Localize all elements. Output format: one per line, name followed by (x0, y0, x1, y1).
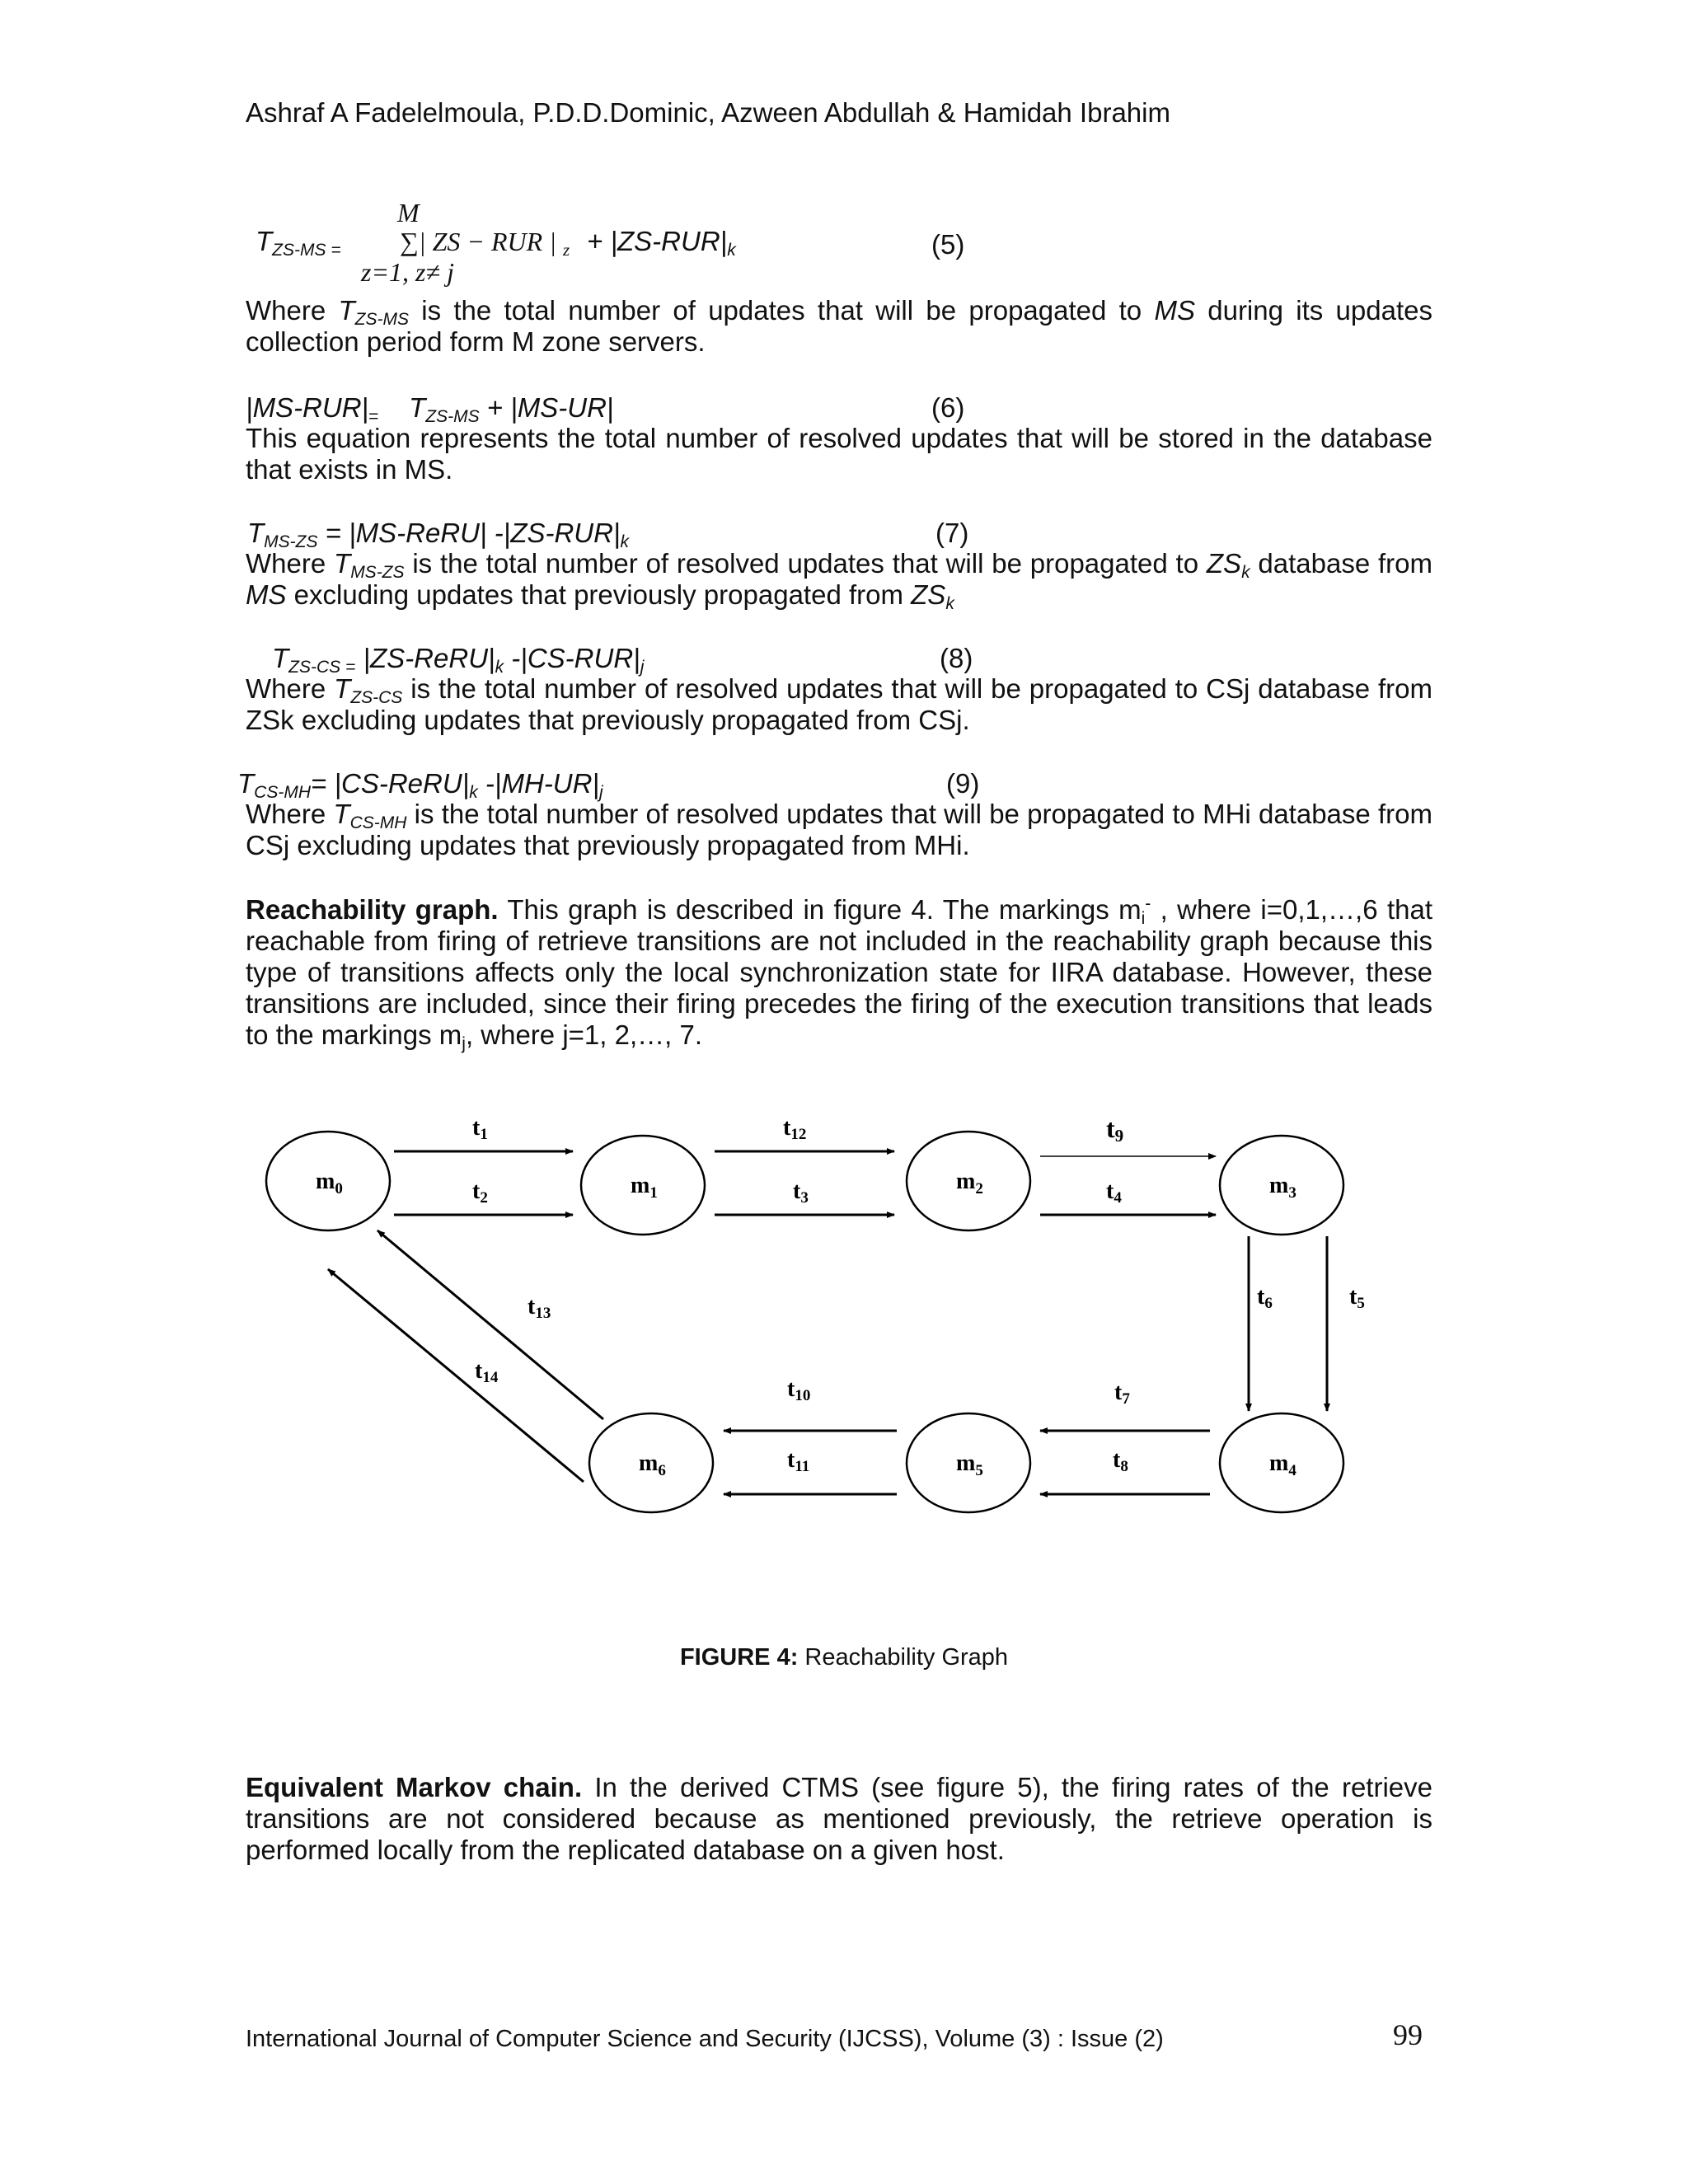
node-m0-label: $m_0$ (316, 1169, 343, 1197)
label-t3: t3 (793, 1179, 809, 1207)
figure-caption: FIGURE 4: Reachability Graph (679, 1644, 1009, 1671)
paragraph-reachability: Reachability graph. This graph is described in figure 4. The markings $m_i^-$ , where i=0,1,…,6 that reachable from firing of retrieve transitions are not included in the reachability graph because this type of transitions affects only the local synchronization state for IIRA database. However, these transitions are included, since their firing precedes the firing of the execution transitions that leads to the markings $m_j$, where j=1, 2,…, 7. (246, 894, 1432, 1053)
label-t4: t4 (1106, 1179, 1122, 1207)
eq6-number: (6) (931, 392, 965, 423)
sum-upper-limit: M (397, 198, 420, 227)
label-t13: t13 (528, 1294, 551, 1322)
equation-6: $|MS-RUR|_=$ $T_{ZS-MS} + |MS-UR|$ (246, 392, 614, 426)
label-t11: t11 (787, 1447, 810, 1475)
equation-5: M $T_{ZS-MS =}$ ∑| ZS − RUR | $_z$ + $|ZS-RUR|_k$ z=1, z≠ j (5) (256, 198, 965, 287)
running-header: Ashraf A Fadelelmoula, P.D.D.Dominic, Azween Abdullah & Hamidah Ibrahim (246, 97, 1170, 128)
paragraph-eq5: Where $T_{ZS-MS}$ is the total number of updates that will be propagated to MS during its updates collection period form M zone servers. (246, 295, 1432, 357)
node-m6-label: $m_6$ (639, 1451, 666, 1479)
node-m2-label: $m_2$ (956, 1169, 983, 1197)
eq8-number: (8) (940, 643, 973, 673)
equation-9: $T_{CS-MH}=$ $|CS-ReRU|_k$ $-|MH-UR|_j$ (237, 768, 603, 802)
label-t7: t7 (1114, 1380, 1130, 1408)
eq7-number: (7) (935, 518, 969, 548)
journal-footer: International Journal of Computer Science and Security (IJCSS), Volume (3) : Issue (2) (246, 2026, 1164, 2052)
eq9-number: (9) (946, 768, 980, 799)
eq5-plus-term: + |ZS-RUR| (587, 226, 728, 256)
paragraph-eq6: This equation represents the total number of resolved updates that will be stored in the database that exists in MS. (246, 423, 1432, 485)
reachability-graph (0, 1071, 1688, 1533)
label-t14: t14 (475, 1358, 499, 1386)
label-t8: t8 (1113, 1447, 1128, 1475)
eq5-lhs: T (256, 226, 273, 256)
equation-7: $T_{MS-ZS}$ = |MS-ReRU| $-|ZS-RUR|_k$ (247, 518, 630, 551)
eq5-number: (5) (931, 229, 965, 260)
label-t5: t5 (1349, 1284, 1365, 1312)
page-number: 99 (1393, 2018, 1423, 2051)
node-m5-label: $m_5$ (956, 1451, 983, 1479)
arc-t14 (328, 1269, 584, 1482)
paragraph-eq7: Where $T_{MS-ZS}$ is the total number of resolved updates that will be propagated to $ZS_k$ database from MS excluding updates that previously propagated from $ZS_k$ (246, 548, 1432, 613)
equation-8: $T_{ZS-CS =}$ $|ZS-ReRU|_k$ $-|CS-RUR|_j$ (272, 643, 645, 677)
paragraph-eq8: Where $T_{ZS-CS}$ is the total number of resolved updates that will be propagated to CSj database from ZSk excluding updates that previously propagated from CSj. (246, 673, 1432, 735)
label-t12: t12 (783, 1115, 807, 1143)
sum-lower-limit: z=1, z≠ j (361, 257, 454, 287)
node-m1-label: $m_1$ (631, 1173, 658, 1202)
label-t2: t2 (472, 1179, 488, 1207)
node-m3-label: $m_3$ (1269, 1173, 1296, 1202)
label-t1: t1 (472, 1115, 488, 1143)
paragraph-markov: Equivalent Markov chain. In the derived CTMS (see figure 5), the firing rates of the retrieve transitions are not considered because as mentioned previously, the retrieve operation is performed locally from the replicated database on a given host. (246, 1772, 1432, 1865)
label-t9: t9 (1106, 1113, 1124, 1146)
eq5-sum-body: ∑| ZS − RUR | (400, 227, 563, 256)
arc-t13 (377, 1230, 603, 1419)
label-t6: t6 (1257, 1284, 1273, 1312)
label-t10: t10 (787, 1376, 811, 1404)
paragraph-eq9: Where $T_{CS-MH}$ is the total number of resolved updates that will be propagated to MHi database from CSj excluding updates that previously propagated from MHi. (246, 799, 1432, 860)
node-m4-label: $m_4$ (1269, 1451, 1296, 1479)
